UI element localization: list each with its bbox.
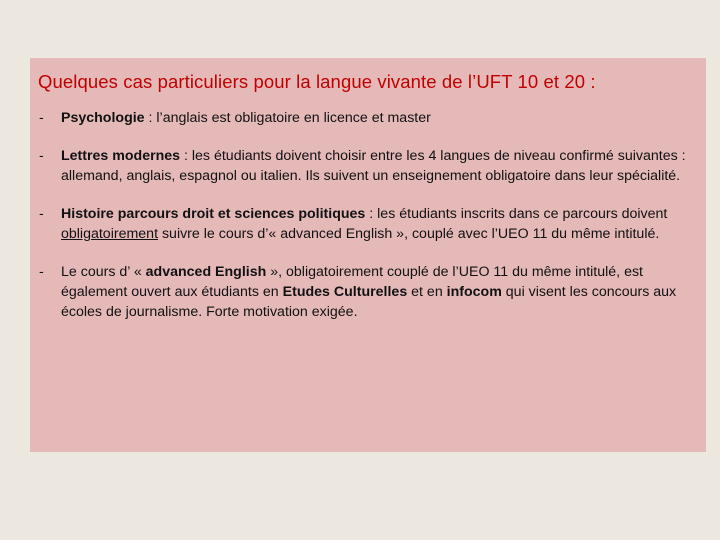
content-box: [30, 58, 706, 452]
item-text: et en: [407, 284, 447, 300]
item-text: : les étudiants inscrits dans ce parcours doivent: [365, 206, 668, 222]
item-emphasis: infocom: [446, 284, 502, 300]
item-emphasis: Etudes Culturelles: [282, 284, 408, 300]
bullet-dash: -: [39, 148, 44, 164]
list-item-psychologie: [38, 108, 696, 128]
item-heading: Psychologie: [61, 110, 145, 126]
bullet-dash: -: [39, 206, 44, 222]
item-emphasis: advanced English: [145, 264, 267, 280]
bullet-list: [38, 108, 696, 322]
list-item-advanced-english: [38, 262, 696, 322]
item-text: : les étudiants doivent choisir entre les 4 langues de niveau confirmé suivantes : allemand, anglais, espagnol ou italien. Ils suivent un enseignement obligatoire dans leur spécialité.: [61, 148, 686, 184]
item-text: suivre le cours d’« advanced English », couplé avec l’UEO 11 du même intitulé.: [158, 226, 660, 242]
item-text: qui visent les concours aux écoles de journalisme. Forte motivation exigée.: [61, 284, 677, 320]
slide-title: Quelques cas particuliers pour la langue vivante de l’UFT 10 et 20 :: [38, 71, 596, 92]
item-text: », obligatoirement couplé de l’UEO 11 du même intitulé, est également ouvert aux étudiants en: [61, 264, 643, 300]
list-item-lettres-modernes: [38, 146, 696, 186]
item-text: : l’anglais est obligatoire en licence et master: [144, 110, 431, 126]
item-heading: Histoire parcours droit et sciences politiques: [61, 206, 366, 222]
underlined-text: obligatoirement: [61, 226, 159, 242]
list-item-histoire: [38, 204, 696, 244]
item-text: Le cours d’ «: [61, 264, 146, 280]
bullet-dash: -: [39, 264, 44, 280]
item-heading: Lettres modernes: [61, 148, 181, 164]
bullet-dash: -: [39, 110, 44, 126]
